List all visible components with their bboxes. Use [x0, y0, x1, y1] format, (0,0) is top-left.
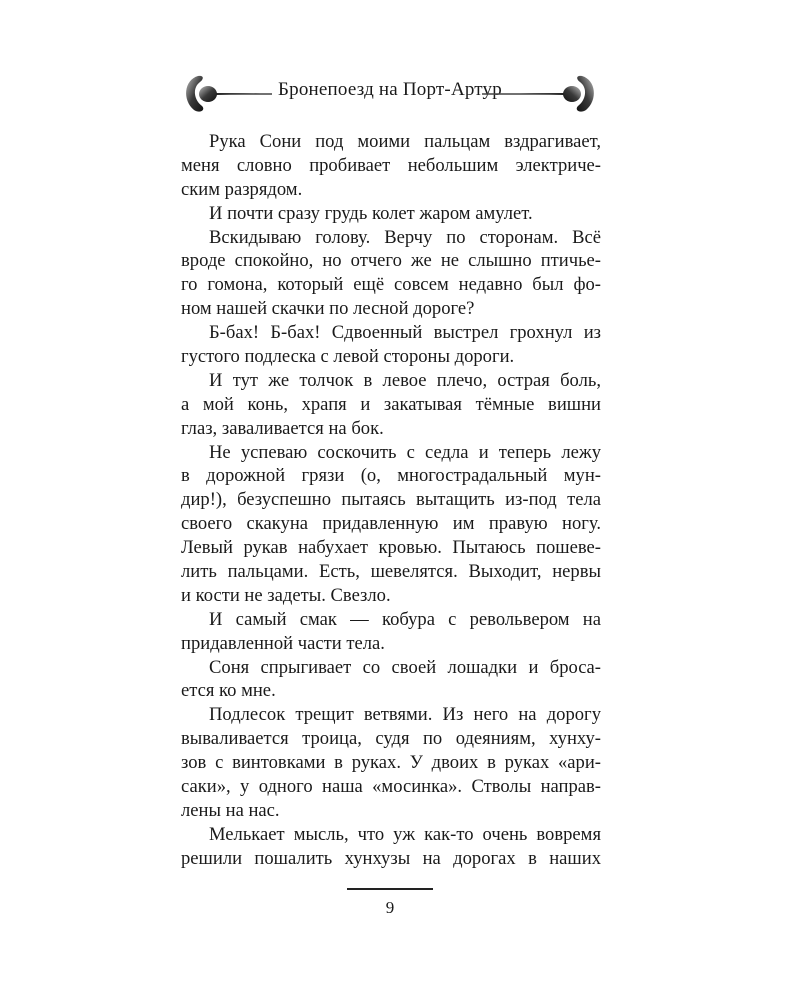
text-line: вроде спокойно, но отчего же не слышно птичье-: [181, 250, 601, 272]
body-text: [181, 130, 601, 871]
text-line: Соня спрыгивает со своей лошадки и бросa-: [209, 656, 601, 678]
text-line: вываливается троица, судя по одеяниям, хунху-: [181, 728, 601, 750]
text-line: дир!), безуспешно пытаясь вытащить из-под тела: [181, 489, 601, 511]
text-line: глаз, заваливается на бок.: [181, 417, 384, 439]
text-line: зов с винтовками в руках. У двоих в руках «ари-: [181, 752, 601, 774]
text-line: ется ко мне.: [181, 680, 276, 702]
text-line: Не успеваю соскочить с седла и теперь лежу: [209, 441, 601, 463]
text-line: меня словно пробивает небольшим электриче-: [181, 154, 601, 176]
text-line: И тут же толчок в левое плечо, острая боль,: [209, 369, 601, 391]
text-line: лить пальцами. Есть, шевелятся. Выходит, нервы: [181, 561, 601, 583]
text-line: Вскидываю голову. Верчу по сторонам. Всё: [209, 226, 601, 248]
text-line: и кости не задеты. Свезло.: [181, 584, 391, 606]
text-line: решили пошалить хунхузы на дорогах в наших: [181, 847, 601, 869]
right-ornament-icon: [480, 72, 600, 114]
text-line: Мелькает мысль, что уж как-то очень вовремя: [209, 823, 601, 845]
running-header: [180, 70, 600, 116]
text-line: Б-бах! Б-бах! Сдвоенный выстрел грохнул из: [209, 322, 601, 344]
text-line: Левый рукав набухает кровью. Пытаюсь пошеве-: [181, 537, 601, 559]
text-line: Подлесок трещит ветвями. Из него на дорогу: [209, 704, 601, 726]
text-line: саки», у одного наша «мосинка». Стволы направ-: [181, 776, 601, 798]
text-line: в дорожной грязи (о, многострадальный мун-: [181, 465, 601, 487]
text-line: Рука Сони под моими пальцам вздрагивает,: [209, 131, 601, 152]
text-line: своего скакуна придавленную им правую ногу.: [181, 513, 601, 535]
page-number: 9: [385, 898, 395, 917]
text-line: ном нашей скачки по лесной дороге?: [181, 298, 475, 320]
text-line: густого подлеска с левой стороны дороги.: [181, 346, 515, 368]
text-line: а мой конь, храпя и закатывая тёмные вишни: [181, 393, 601, 415]
text-line: И почти сразу грудь колет жаром амулет.: [209, 202, 533, 224]
text-line: придавленной части тела.: [181, 632, 385, 654]
text-line: лены на нас.: [181, 799, 280, 821]
text-line: ским разрядом.: [181, 178, 303, 200]
running-title-text: Бронепоезд на Порт-Артур: [272, 79, 508, 100]
footer-divider: [347, 888, 433, 890]
text-line: го гомона, который ещё совсем недавно был фо-: [181, 274, 601, 296]
text-line: И самый смак — кобура с револьвером на: [209, 608, 601, 630]
